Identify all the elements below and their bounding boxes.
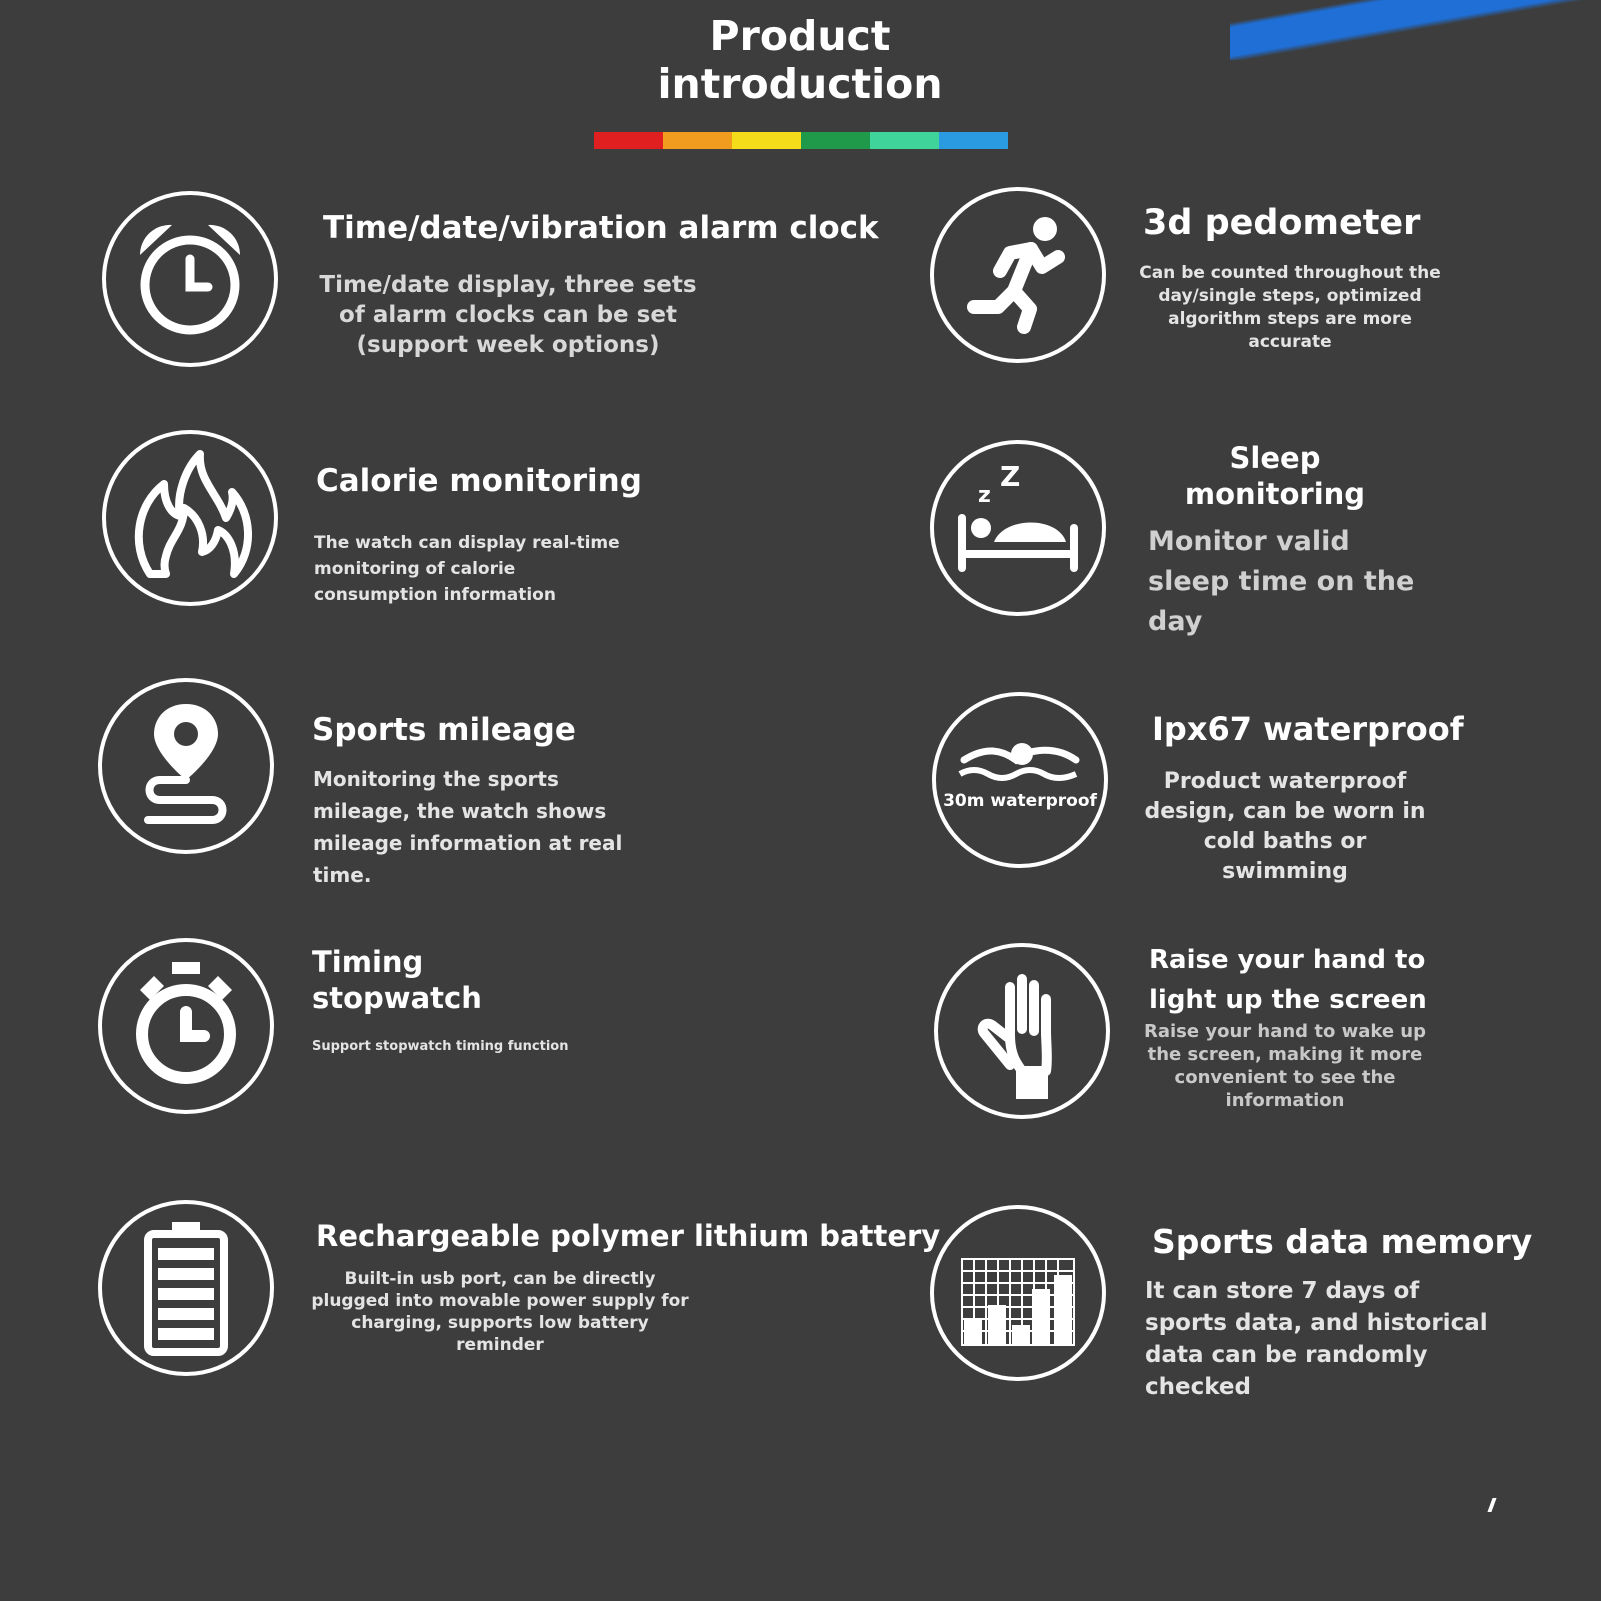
feature-title: Sports data memory	[1152, 1222, 1533, 1261]
feature-description: It can store 7 days of sports data, and historical data can be randomly checked	[1145, 1278, 1488, 1400]
feature-title: 3d pedometer	[1143, 203, 1421, 243]
decorative-mark	[1487, 1498, 1496, 1512]
rainbow-divider	[594, 132, 1008, 149]
feature-description: Can be counted throughout the day/single steps, optimized algorithm steps are more accurate	[1139, 263, 1441, 352]
feature-description: Support stopwatch timing function	[312, 1039, 569, 1054]
feature-title: Sleep monitoring	[1184, 441, 1366, 511]
color-segment	[870, 132, 939, 149]
feature-title: Calorie monitoring	[316, 463, 642, 499]
color-segment	[801, 132, 870, 149]
page-title-line2: introduction	[657, 60, 943, 108]
page-title-line1: Product	[709, 12, 891, 60]
feature-title: Timing stopwatch	[312, 945, 482, 1015]
sleep-bed-icon	[930, 440, 1106, 616]
swimmer-icon	[932, 692, 1108, 868]
running-person-icon	[930, 187, 1106, 363]
bar-chart-grid-icon	[930, 1205, 1106, 1381]
feature-description: The watch can display real-time monitoring of calorie consumption information	[314, 533, 620, 605]
page-title	[600, 12, 1000, 108]
stopwatch-icon	[98, 938, 274, 1114]
flame-icon	[102, 430, 278, 606]
feature-description: Raise your hand to wake up the screen, making it more convenient to see the information	[1143, 1021, 1427, 1111]
location-route-icon	[98, 678, 274, 854]
icon-caption: 30m waterproof	[943, 791, 1097, 811]
alarm-clock-icon	[102, 191, 278, 367]
color-segment	[594, 132, 663, 149]
feature-description: Time/date display, three sets of alarm clocks can be set (support week options)	[319, 272, 697, 358]
feature-description: Monitoring the sports mileage, the watch shows mileage information at real time.	[313, 767, 623, 887]
feature-description: Product waterproof design, can be worn in cold baths or swimming	[1144, 769, 1426, 884]
raised-hand-icon	[934, 943, 1110, 1119]
feature-title: Sports mileage	[312, 712, 576, 748]
svg-text:z: z	[978, 483, 991, 508]
battery-icon	[98, 1200, 274, 1376]
feature-description: Monitor valid sleep time on the day	[1148, 526, 1415, 637]
feature-title: Raise your hand to light up the screen	[1149, 945, 1427, 1015]
corner-accent	[1230, 0, 1601, 60]
feature-title: Time/date/vibration alarm clock	[323, 210, 879, 246]
feature-title: Ipx67 waterproof	[1152, 710, 1464, 748]
feature-title: Rechargeable polymer lithium battery	[316, 1219, 941, 1253]
blurred-note	[96, 1468, 1456, 1576]
color-segment	[663, 132, 732, 149]
feature-description: Built-in usb port, can be directly plugged into movable power supply for charging, supports low battery reminder	[311, 1269, 689, 1355]
color-segment	[732, 132, 801, 149]
color-segment	[939, 132, 1008, 149]
svg-text:Z: Z	[1000, 460, 1021, 493]
